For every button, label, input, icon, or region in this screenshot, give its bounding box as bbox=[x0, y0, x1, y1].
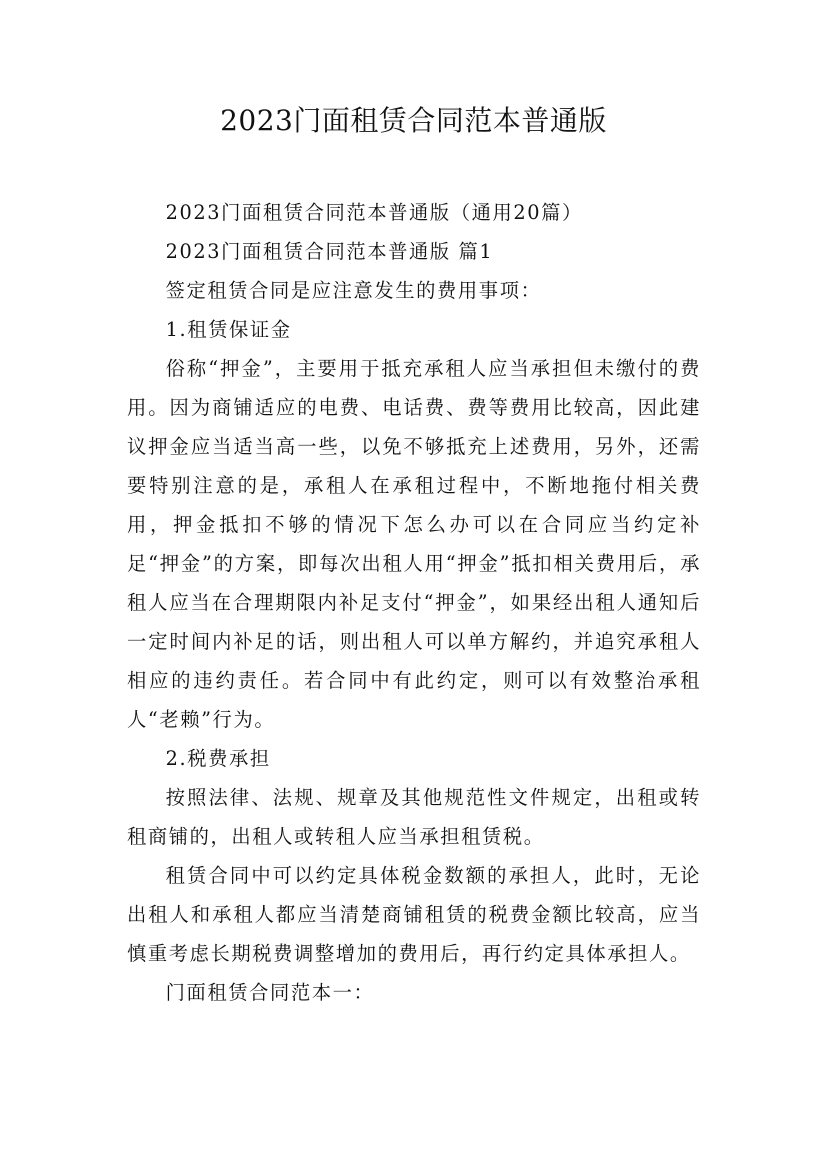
body-paragraph: 门面租赁合同范本一： bbox=[165, 981, 375, 1004]
subtitle-paragraph: 2023门面租赁合同范本普通版（通用20篇） bbox=[165, 201, 583, 224]
document-title: 2023门面租赁合同范本普通版 bbox=[220, 104, 607, 137]
document-body bbox=[127, 193, 701, 1012]
section-heading: 2023门面租赁合同范本普通版 篇1 bbox=[165, 240, 494, 263]
body-paragraph: 租赁合同中可以约定具体税金数额的承担人，此时，无论出租人和承租人都应当清楚商铺租赁的税费金额比较高，应当慎重考虑长期税费调整增加的费用后，再行约定具体承担人。 bbox=[127, 864, 701, 965]
list-heading-tax: 2.税费承担 bbox=[165, 747, 271, 770]
list-heading-deposit: 1.租赁保证金 bbox=[165, 318, 292, 341]
body-paragraph: 按照法律、法规、规章及其他规范性文件规定，出租或转租商铺的，出租人或转租人应当承担租赁税。 bbox=[127, 786, 701, 848]
body-paragraph: 签定租赁合同是应注意发生的费用事项： bbox=[165, 279, 542, 302]
body-paragraph: 俗称“押金”，主要用于抵充承租人应当承担但未缴付的费用。因为商铺适应的电费、电话费、费等费用比较高，因此建议押金应当适当高一些，以免不够抵充上述费用，另外，还需要特别注意的是，承租人在承租过程中，不断地拖付相关费用，押金抵扣不够的情况下怎么办可以在合同应当约定补足“押金”的方案，即每次出租人用“押金”抵扣相关费用后，承租人应当在合理期限内补足支付“押金”，如果经出租人通知后一定时间内补足的话，则出租人可以单方解约，并追究承租人相应的违约责任。若合同中有此约定，则可以有效整治承租人“老赖”行为。 bbox=[127, 357, 701, 731]
